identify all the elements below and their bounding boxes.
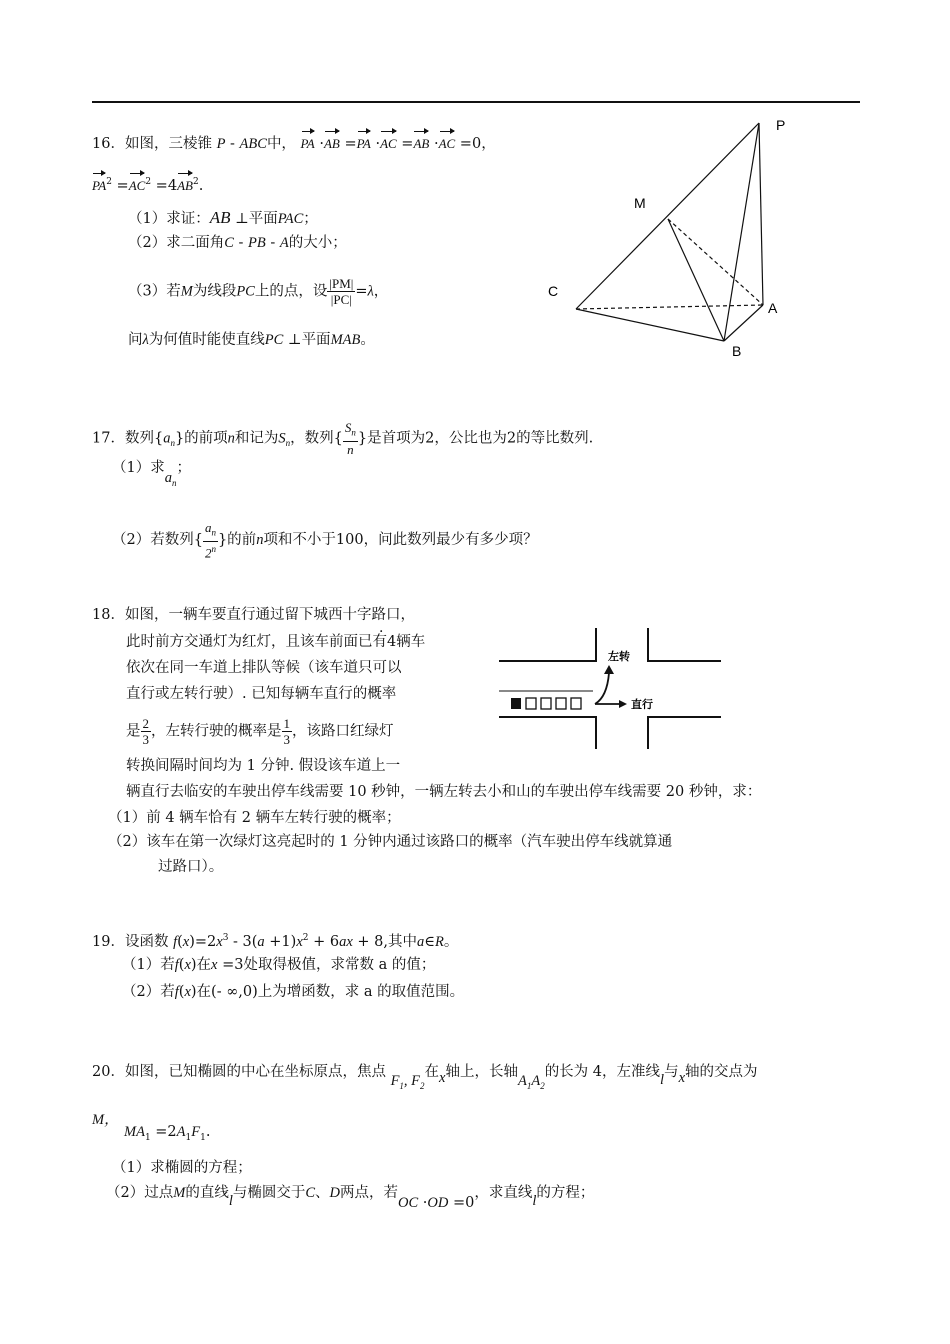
q19-stem: 19．设函数 $f(x)=2x^3 - 3(a +1)x^2 + 6ax + 8$,其中a∈R。 [92, 933, 459, 950]
q16-part2: （2）求二面角C - PB - A的大小； [128, 235, 347, 251]
straight-arrowhead [619, 700, 627, 708]
q18-line3: 依次在同一车道上排队等候（该车道只可以 [126, 660, 402, 676]
q18-part2-cont: 过路口）。 [158, 859, 224, 875]
edge-ba [724, 305, 763, 341]
q20-part1: （1）求椭圆的方程； [112, 1160, 252, 1176]
header-rule [92, 101, 860, 103]
q16-stem-line1: 16．如图，三棱锥 P - ABC中， PA ·AB =PA ·AC =AB ·AC =0， [92, 136, 496, 152]
car-queue [541, 698, 551, 709]
q17-stem: 17．数列$\{a_n\}$的前项n和记为$S_n$，数列{ $\frac{S_n}{n}$ }是首项为2，公比也为2的等比数列. [92, 420, 594, 457]
q20-part2: （2）过点M的直线l与椭圆交于C、D两点，若OC ·OD =0，求直线l的方程； [106, 1185, 595, 1211]
q20-condition: $MA_1 =2A_1F_1$. [124, 1124, 211, 1143]
q18-line1: 18．如图，一辆车要直行通过留下城西十字路口， [92, 607, 415, 623]
q18-line4: 直行或左转行驶）. 已知每辆车直行的概率 [126, 686, 397, 702]
road-bottom-left [499, 717, 596, 749]
q18-part1: （1）前 4 辆车恰有 2 辆车左转行驶的概率； [108, 810, 401, 826]
q20-stem: 20．如图，已知椭圆的中心在坐标原点，焦点 $F_1$, $F_2$在x轴上，长轴$A_1A_2$的长为 4，左准线l与x轴的交点为 [92, 1064, 758, 1091]
car-ego [511, 698, 521, 709]
q16-stem-line2: $PA^2 =AC^2 =4AB^2$. [92, 177, 204, 194]
q18-line7: 辆直行去临安的车驶出停车线需要 10 秒钟，一辆左转去小和山的车驶出停车线需要 20 秒钟，求： [126, 784, 762, 800]
q18-line2: 此时前方交通灯为红灯，且该车前面已有4辆车 [126, 634, 426, 650]
label-straight: 直行 [631, 699, 653, 711]
edge-mb [668, 219, 724, 341]
label-a: A [768, 300, 778, 316]
edge-cp [576, 123, 759, 309]
label-c: C [548, 283, 559, 299]
intersection-figure [495, 625, 725, 755]
label-p: P [776, 117, 786, 133]
road-bottom-right [648, 717, 721, 749]
label-left-turn: 左转 [608, 651, 630, 663]
car-queue [556, 698, 566, 709]
q18-line6: 转换间隔时间均为 1 分钟. 假设该车道上一 [126, 758, 401, 774]
edge-ca-hidden [576, 305, 763, 309]
edge-pa [759, 123, 763, 305]
pyramid-figure [540, 110, 800, 365]
edge-cb [576, 309, 724, 341]
road-top-right [648, 628, 721, 661]
edge-bp [724, 123, 759, 341]
q17-part1: （1）求$a_n$； [112, 460, 191, 488]
car-queue [571, 698, 581, 709]
q16-part1: （1）求证：AB ⊥平面PAC； [128, 208, 318, 227]
label-b: B [732, 343, 742, 359]
edge-ma-hidden [668, 219, 763, 305]
left-turn-arrowhead [604, 665, 614, 674]
q16-part3-cont: 问λ为何值时能使直线PC ⊥平面MAB。 [128, 332, 375, 348]
q18-part2: （2）该车在第一次绿灯这亮起时的 1 分钟内通过该路口的概率（汽车驶出停车线就算通 [108, 834, 673, 850]
label-m: M [634, 195, 646, 211]
q16-part3: （3）若M为线段PC上的点，设 $\frac{|PM|}{|PC|}$ =λ， [128, 276, 389, 307]
q20-m-label: M， [92, 1112, 119, 1128]
q19-part2: （2）若f(x)在(- ∞,0)上为增函数，求 a 的取值范围。 [122, 984, 465, 1000]
q18-line5: 是 $\frac{2}{3}$ ，左转行驶的概率是 $\frac{1}{3}$ ，该路口红绿灯 [126, 716, 394, 747]
left-turn-arrow [595, 673, 609, 704]
q17-part2: （2）若数列{ $\frac{a_n}{2^n}$ }的前n项和不小于100，问此数列最少有多少项？ [112, 520, 538, 560]
road-top-left [499, 628, 596, 661]
q19-part1: （1）若f(x)在x =3处取得极值，求常数 a 的值； [122, 957, 436, 973]
car-queue [526, 698, 536, 709]
